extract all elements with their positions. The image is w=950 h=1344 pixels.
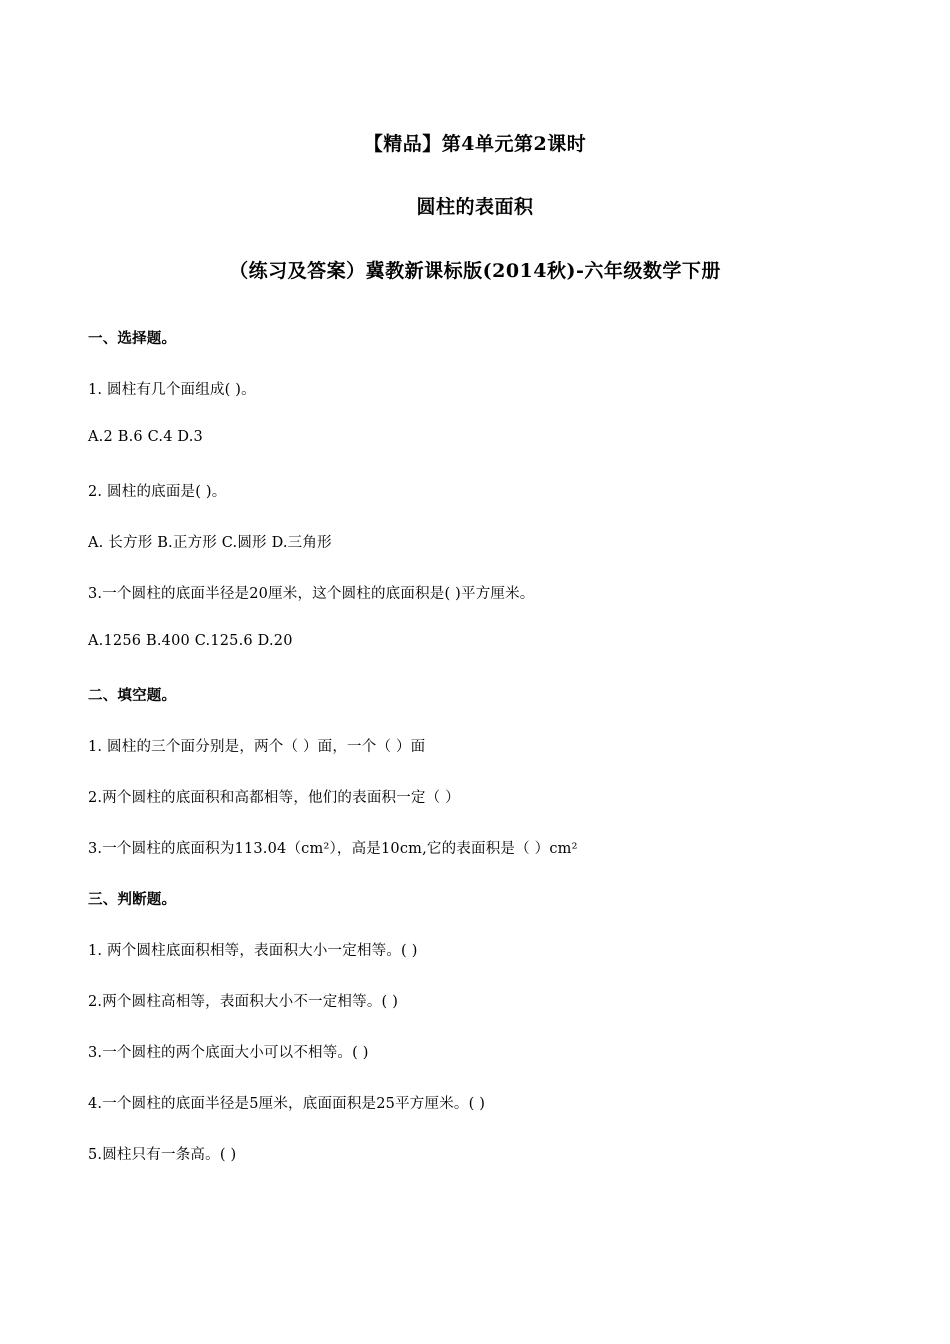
answer-options: A.1256 B.400 C.125.6 D.20 — [88, 633, 293, 649]
question-text: 2. 圆柱的底面是( )。 — [88, 484, 227, 500]
question-text: 3.一个圆柱的底面半径是20厘米，这个圆柱的底面积是( )平方厘米。 — [88, 586, 535, 602]
answer-options: A.2 B.6 C.4 D.3 — [88, 429, 203, 445]
question-text: 2.两个圆柱的底面积和高都相等，他们的表面积一定（ ） — [88, 790, 460, 806]
question-text: 2.两个圆柱高相等，表面积大小不一定相等。( ) — [88, 994, 399, 1010]
section-heading-judge: 三、判断题。 — [88, 891, 177, 908]
question-text: 3.一个圆柱的两个底面大小可以不相等。( ) — [88, 1045, 369, 1061]
answer-options: A. 长方形 B.正方形 C.圆形 D.三角形 — [88, 535, 332, 551]
section-heading-fill: 二、填空题。 — [88, 687, 177, 704]
doc-title-line-3: （练习及答案）冀教新课标版(2014秋)-六年级数学下册 — [229, 260, 721, 282]
question-text: 1. 两个圆柱底面积相等，表面积大小一定相等。( ) — [88, 943, 418, 959]
section-heading-choice: 一、选择题。 — [88, 330, 177, 347]
question-text: 3.一个圆柱的底面积为113.04（cm²），高是10cm,它的表面积是（ ）cm² — [88, 841, 578, 857]
doc-title-line-2: 圆柱的表面积 — [416, 196, 534, 218]
question-text: 1. 圆柱的三个面分别是，两个（ ）面，一个（ ）面 — [88, 739, 426, 755]
doc-title-line-1: 【精品】第4单元第2课时 — [363, 133, 587, 155]
question-text: 5.圆柱只有一条高。( ) — [88, 1147, 237, 1163]
question-text: 1. 圆柱有几个面组成( )。 — [88, 382, 256, 398]
question-text: 4.一个圆柱的底面半径是5厘米，底面面积是25平方厘米。( ) — [88, 1096, 486, 1112]
